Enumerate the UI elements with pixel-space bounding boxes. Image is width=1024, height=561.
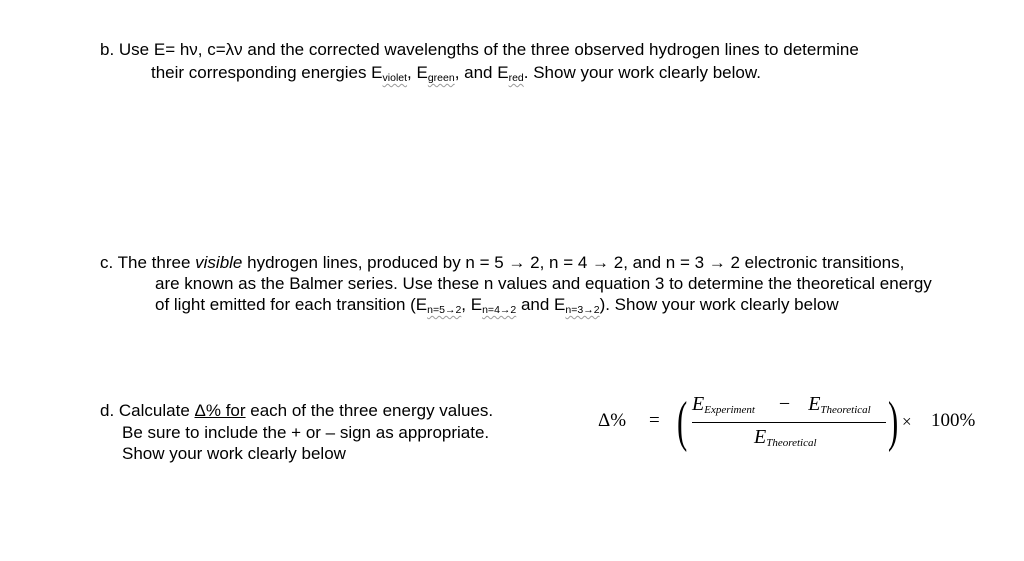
numerator-e-experiment: E xyxy=(692,393,705,415)
subscript-n4-2: n=4→2 xyxy=(482,304,517,316)
part-d-text: Show your work clearly below xyxy=(122,444,346,463)
part-d-line-3 xyxy=(122,444,346,464)
visible-italic: visible xyxy=(195,253,243,272)
fraction-numerator xyxy=(692,393,892,416)
subscript-red: red xyxy=(508,72,524,84)
denominator-e: E xyxy=(754,426,767,448)
times-sign: × xyxy=(902,412,912,431)
minus-sign: − xyxy=(778,393,791,415)
part-d-text: Be sure to include the + or – sign as appropriate. xyxy=(122,423,490,442)
subscript-violet: violet xyxy=(382,72,408,84)
part-b-separator: , E xyxy=(407,63,428,82)
fraction-bar xyxy=(692,422,886,423)
equation-equals: = xyxy=(649,410,660,431)
part-c-text: ). Show your work clearly below xyxy=(599,295,839,314)
part-b-separator: , and E xyxy=(454,63,509,82)
part-c-line-3 xyxy=(155,295,839,320)
numerator-e-theoretical: E xyxy=(808,393,821,415)
right-parenthesis: ) xyxy=(888,391,899,453)
part-d-line-2 xyxy=(122,423,489,443)
subscript-n5-2: n=5→2 xyxy=(427,304,462,316)
hundred-percent: 100% xyxy=(931,410,976,431)
percent-difference-equation xyxy=(598,390,998,460)
part-c-text: hydrogen lines, produced by n = 5 → 2, n = 4 → 2, and n = 3 → 2 electronic transitions, xyxy=(242,253,905,272)
part-c-separator: and E xyxy=(516,295,566,314)
subscript-theoretical: Theoretical xyxy=(820,404,871,416)
part-b-instruction: b. Use E= hν, c=λν and the corrected wavelengths of the three observed hydrogen lines to determine xyxy=(100,40,859,59)
subscript-green: green xyxy=(427,72,455,84)
part-c-line-2 xyxy=(155,274,932,294)
part-d-text: d. Calculate xyxy=(100,401,195,420)
left-parenthesis: ( xyxy=(677,391,688,453)
delta-percent-underlined: Δ% for xyxy=(194,401,246,420)
part-c-text: c. The three xyxy=(100,253,196,272)
part-b-line-2 xyxy=(151,63,761,88)
part-c-line-1 xyxy=(100,253,904,273)
part-b-line-1 xyxy=(100,40,859,60)
part-b-text: their corresponding energies E xyxy=(151,63,383,82)
equation-lhs: Δ% xyxy=(598,410,627,431)
part-d-text: each of the three energy values. xyxy=(245,401,494,420)
part-b-text: . Show your work clearly below. xyxy=(523,63,761,82)
part-d-line-1 xyxy=(100,401,493,421)
subscript-experiment: Experiment xyxy=(704,404,755,416)
subscript-n3-2: n=3→2 xyxy=(565,304,600,316)
fraction-denominator xyxy=(754,426,817,449)
part-c-separator: , E xyxy=(461,295,483,314)
subscript-theoretical-denominator: Theoretical xyxy=(766,437,817,449)
part-c-text: are known as the Balmer series. Use these n values and equation 3 to determine the theoretical energy xyxy=(155,274,932,293)
part-c-text: of light emitted for each transition (E xyxy=(155,295,428,314)
